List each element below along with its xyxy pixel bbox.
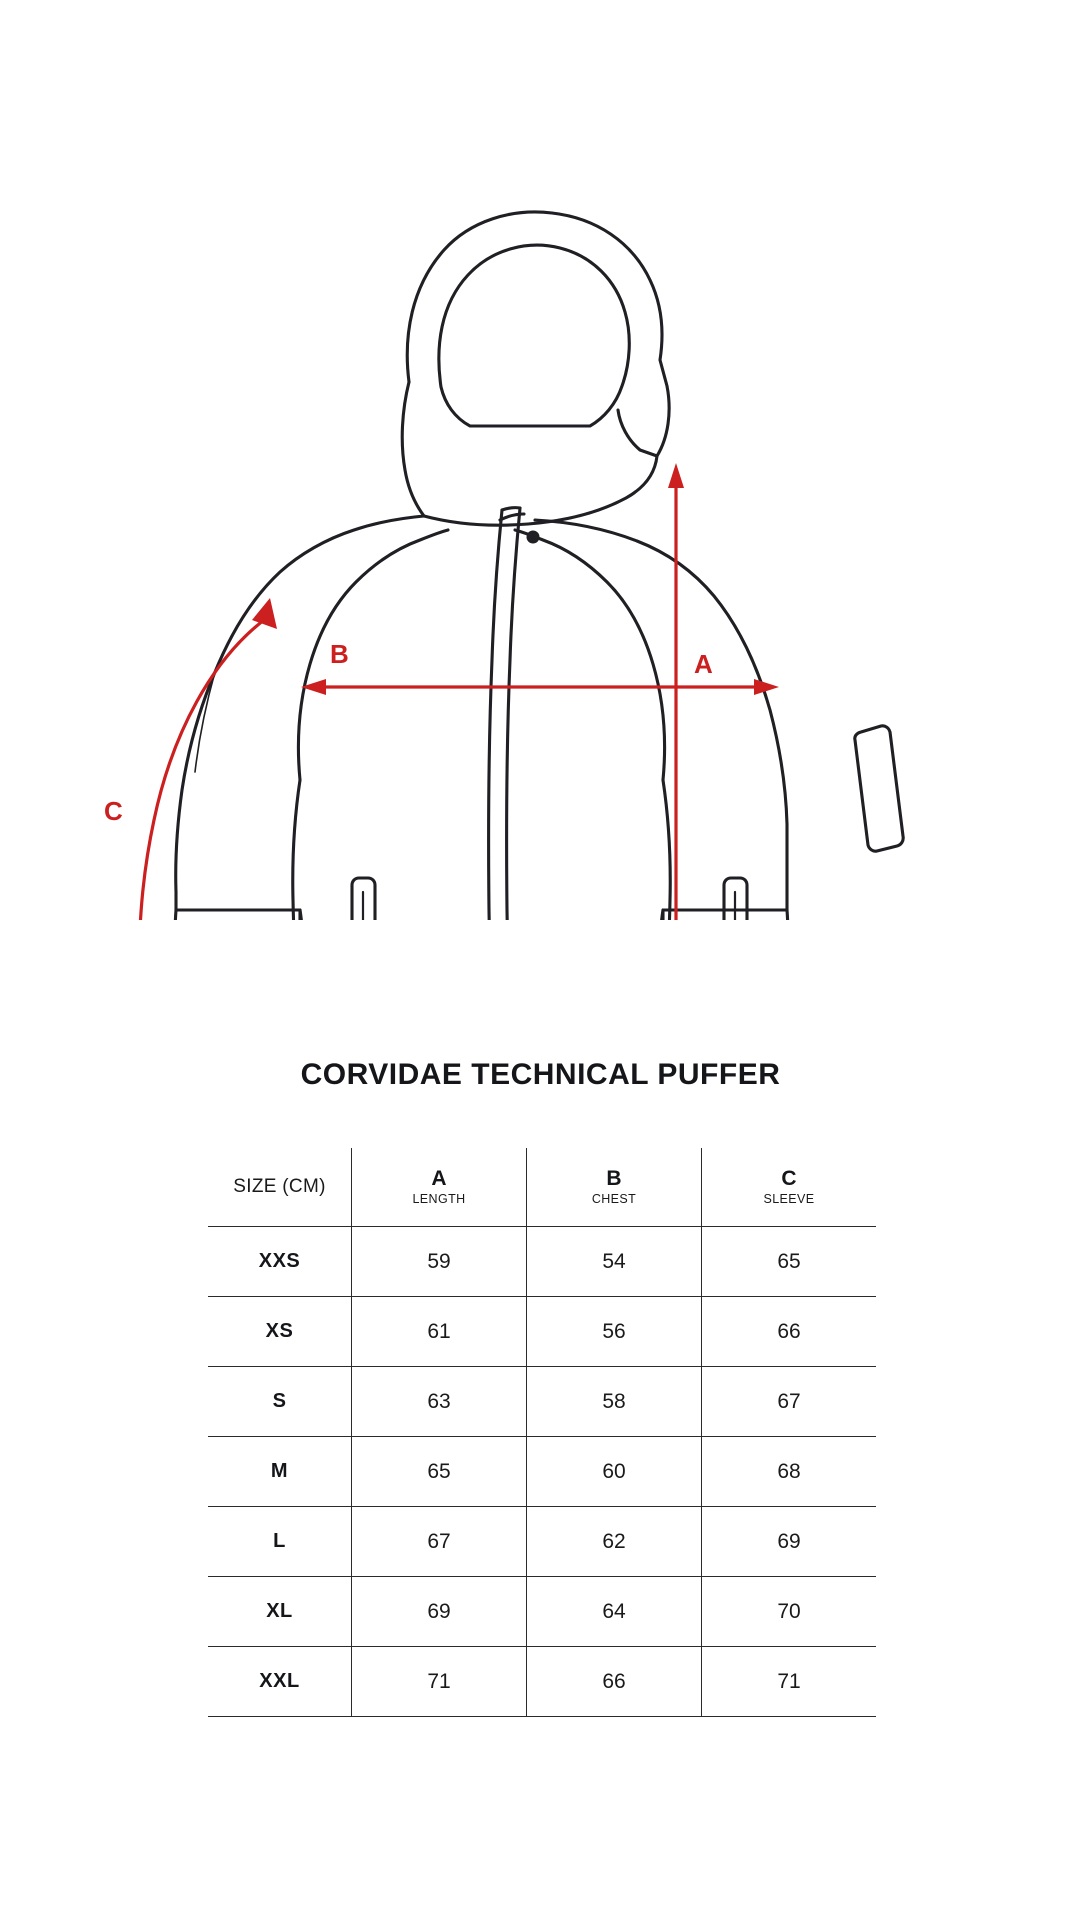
table-row [208, 1297, 876, 1367]
cell-size-label: L [273, 1530, 286, 1552]
cell-c-value: 68 [777, 1459, 801, 1483]
measure-c-curve [140, 617, 268, 920]
cell-b-value: 56 [602, 1319, 626, 1343]
row-size [208, 1647, 352, 1717]
cell-size-label: XL [266, 1600, 293, 1622]
sleeve-pocket [855, 726, 903, 851]
row-a [352, 1647, 527, 1717]
cell-size-label: XXL [259, 1670, 300, 1692]
table-header-row [208, 1148, 876, 1227]
cell-a-value: 71 [427, 1669, 451, 1693]
cell-c-value: 66 [777, 1319, 801, 1343]
cell-b-value: 64 [602, 1599, 626, 1623]
row-size [208, 1507, 352, 1577]
cell-size-label: S [272, 1390, 287, 1412]
row-a [352, 1367, 527, 1437]
cell-size-label: M [270, 1460, 289, 1482]
measure-label-a: A [694, 649, 713, 679]
zip-placket-right [507, 508, 520, 920]
row-a [352, 1297, 527, 1367]
row-c [702, 1437, 877, 1507]
cell-a-value: 67 [427, 1529, 451, 1553]
row-b [527, 1297, 702, 1367]
row-b [527, 1367, 702, 1437]
zip-placket-left [489, 510, 502, 920]
cell-a-value: 61 [427, 1319, 451, 1343]
right-sleeve-seam [659, 780, 670, 920]
row-c [702, 1577, 877, 1647]
measure-label-b: B [330, 639, 349, 669]
row-size [208, 1227, 352, 1297]
row-a [352, 1437, 527, 1507]
header-a-sub: LENGTH [412, 1192, 466, 1207]
row-size [208, 1367, 352, 1437]
header-b [527, 1148, 702, 1227]
table-row [208, 1577, 876, 1647]
measure-c-arrow-top [252, 598, 277, 629]
zip-placket-top [502, 508, 520, 510]
cell-a-value: 69 [427, 1599, 451, 1623]
size-table [208, 1148, 876, 1717]
table-row [208, 1647, 876, 1717]
cell-b-value: 54 [602, 1249, 626, 1273]
cell-a-value: 59 [427, 1249, 451, 1273]
header-c-sub: SLEEVE [763, 1192, 815, 1207]
jacket-technical-svg [0, 120, 1081, 920]
table-row [208, 1507, 876, 1577]
page-title: CORVIDAE TECHNICAL PUFFER [300, 1058, 781, 1091]
header-size [208, 1148, 352, 1227]
row-c [702, 1227, 877, 1297]
cell-a-value: 63 [427, 1389, 451, 1413]
row-c [702, 1297, 877, 1367]
table-row [208, 1227, 876, 1297]
measure-label-c: C [104, 796, 123, 826]
row-c [702, 1367, 877, 1437]
table-row [208, 1437, 876, 1507]
row-b [527, 1507, 702, 1577]
row-b [527, 1577, 702, 1647]
cell-size-label: XXS [258, 1250, 301, 1272]
cell-c-value: 70 [777, 1599, 801, 1623]
table-row [208, 1367, 876, 1437]
row-size [208, 1297, 352, 1367]
row-c [702, 1647, 877, 1717]
garment-diagram [0, 120, 1081, 920]
header-b-letter: B [606, 1166, 622, 1190]
size-table-container [208, 1148, 873, 1717]
cell-b-value: 58 [602, 1389, 626, 1413]
measure-b-arrow-right [754, 679, 779, 695]
cell-b-value: 60 [602, 1459, 626, 1483]
left-sleeve-seam [293, 780, 304, 920]
row-a [352, 1227, 527, 1297]
cell-b-value: 66 [602, 1669, 626, 1693]
row-a [352, 1507, 527, 1577]
cell-c-value: 65 [777, 1249, 801, 1273]
row-a [352, 1577, 527, 1647]
row-b [527, 1437, 702, 1507]
body-right-outline [535, 520, 787, 920]
collar-outline [402, 382, 424, 516]
header-c-letter: C [781, 1166, 797, 1190]
cell-c-value: 69 [777, 1529, 801, 1553]
collar-lower [424, 456, 657, 525]
header-c [702, 1148, 877, 1227]
left-armhole-seam [298, 530, 448, 780]
header-size-label: SIZE (CM) [233, 1176, 326, 1197]
row-b [527, 1227, 702, 1297]
cell-c-value: 67 [777, 1389, 801, 1413]
row-b [527, 1647, 702, 1717]
measure-a-arrow-top [668, 463, 684, 488]
header-a-letter: A [431, 1166, 447, 1190]
snap-button-icon [527, 531, 540, 544]
header-b-sub: CHEST [591, 1192, 637, 1207]
row-size [208, 1577, 352, 1647]
cell-c-value: 71 [777, 1669, 801, 1693]
cell-a-value: 65 [427, 1459, 451, 1483]
hood-inner [439, 245, 629, 426]
right-armhole-seam [515, 530, 665, 780]
row-size [208, 1437, 352, 1507]
row-c [702, 1507, 877, 1577]
cell-size-label: XS [265, 1320, 294, 1342]
header-a [352, 1148, 527, 1227]
cell-b-value: 62 [602, 1529, 626, 1553]
